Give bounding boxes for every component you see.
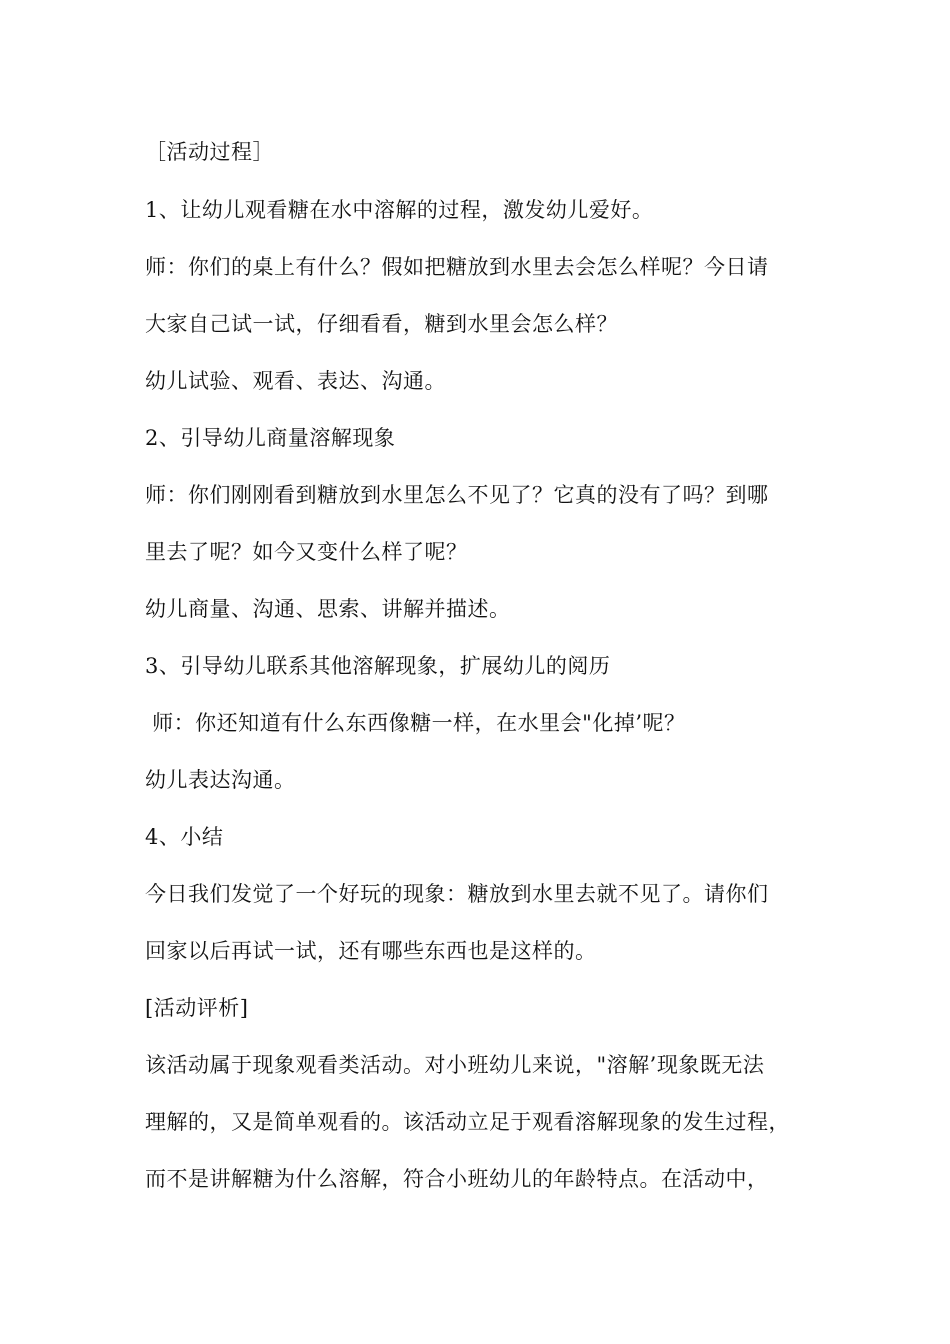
- paragraph-line: 师：你们的桌上有什么？假如把糖放到水里去会怎么样呢？今日请: [145, 255, 769, 279]
- paragraph-line: 师：你还知道有什么东西像糖一样，在水里会"化掉’呢？: [145, 711, 686, 735]
- paragraph-line: 幼儿商量、沟通、思索、讲解并描述。: [145, 597, 511, 621]
- step-4-heading: 4、小结: [145, 825, 224, 849]
- paragraph-line: 幼儿表达沟通。: [145, 768, 296, 792]
- paragraph-line: 回家以后再试一试，还有哪些东西也是这样的。: [145, 939, 597, 963]
- step-2-heading: 2、引导幼儿商量溶解现象: [145, 426, 396, 450]
- paragraph-line: 今日我们发觉了一个好玩的现象：糖放到水里去就不见了。请你们: [145, 882, 769, 906]
- paragraph-line: 大家自己试一试，仔细看看，糖到水里会怎么样？: [145, 312, 618, 336]
- paragraph-line: 理解的，又是简单观看的。该活动立足于观看溶解现象的发生过程，: [145, 1110, 790, 1134]
- step-3-heading: 3、引导幼儿联系其他溶解现象，扩展幼儿的阅历: [145, 654, 611, 678]
- section-heading-activity-analysis: [活动评析]: [145, 996, 249, 1020]
- paragraph-line: 里去了呢？如今又变什么样了呢？: [145, 540, 468, 564]
- section-heading-activity-process: ［活动过程］: [145, 140, 274, 164]
- paragraph-line: 幼儿试验、观看、表达、沟通。: [145, 369, 446, 393]
- step-1-heading: 1、让幼儿观看糖在水中溶解的过程，激发幼儿爱好。: [145, 198, 654, 222]
- paragraph-line: 而不是讲解糖为什么溶解，符合小班幼儿的年龄特点。在活动中，: [145, 1167, 769, 1191]
- paragraph-line: 该活动属于现象观看类活动。对小班幼儿来说，"溶解’现象既无法: [145, 1053, 765, 1077]
- paragraph-line: 师：你们刚刚看到糖放到水里怎么不见了？它真的没有了吗？到哪: [145, 483, 769, 507]
